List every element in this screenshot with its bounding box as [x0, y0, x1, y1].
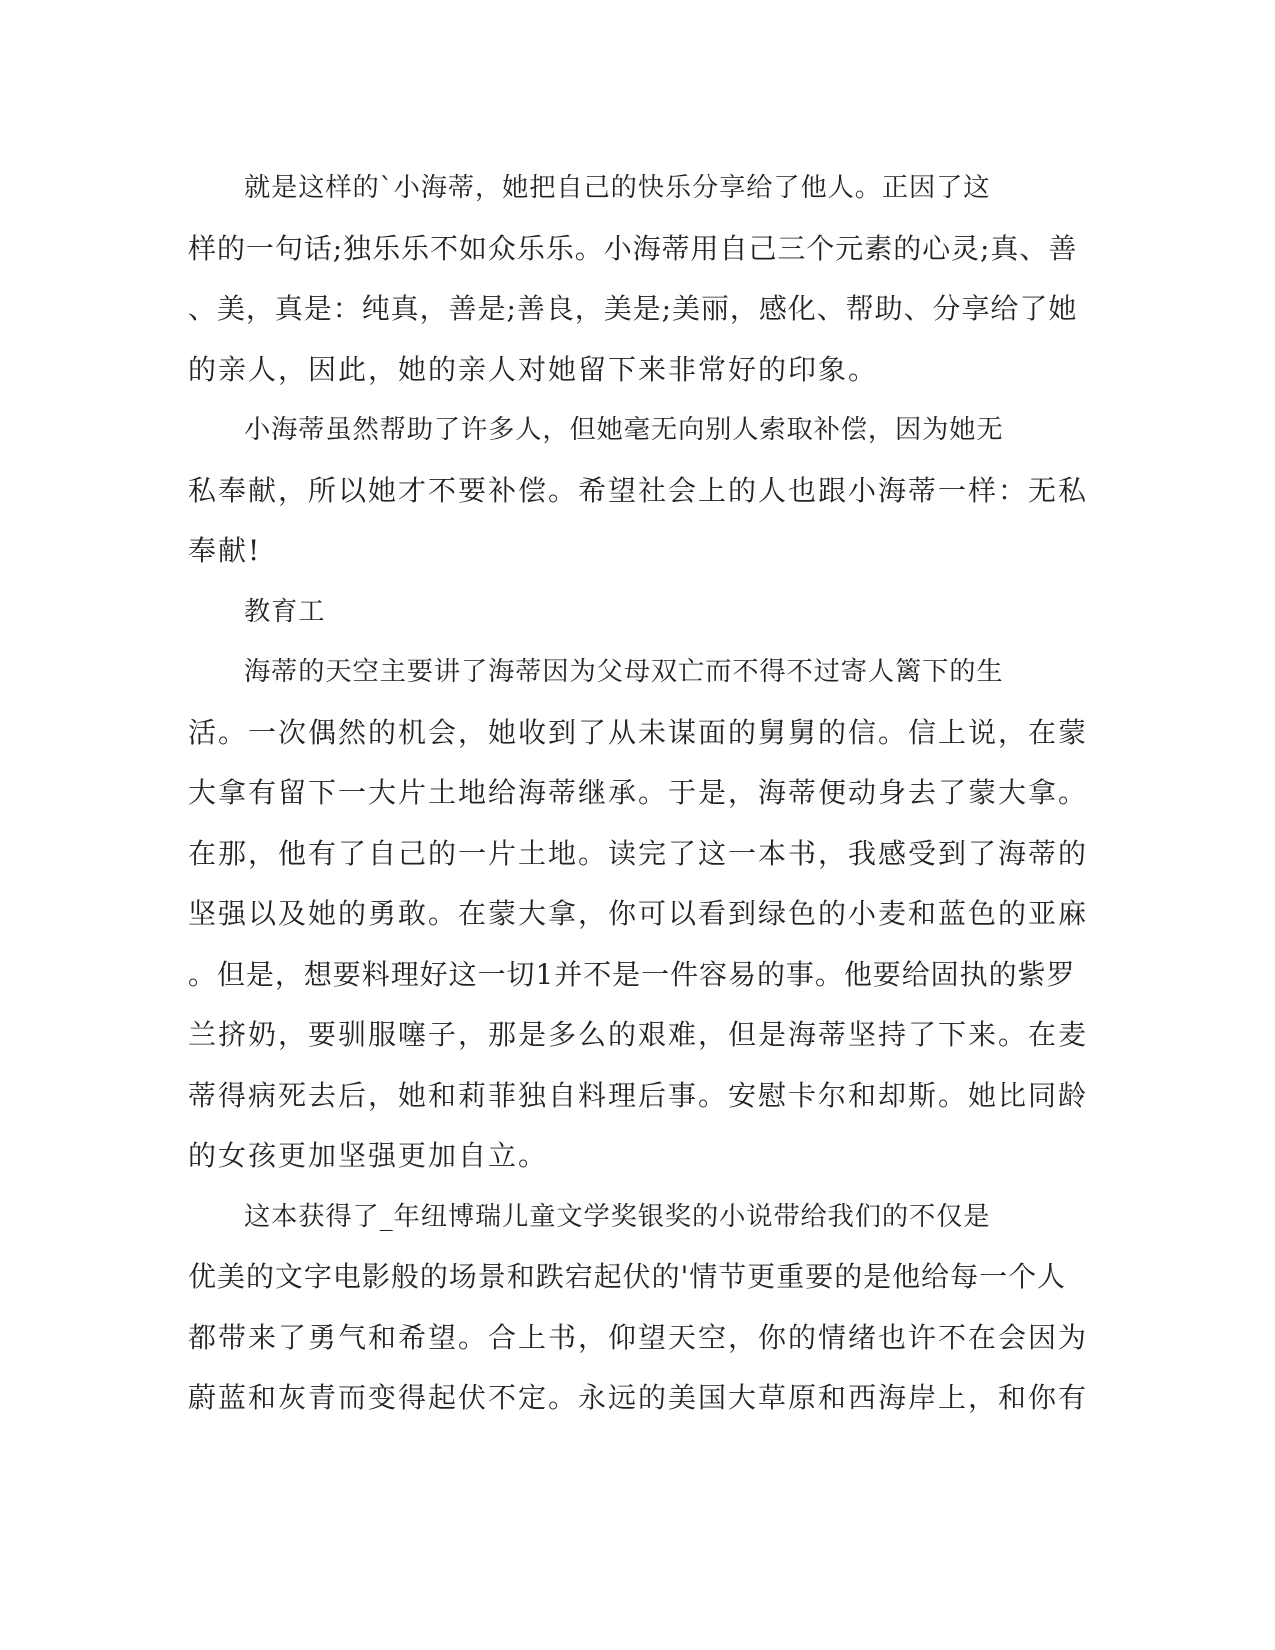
text-line: 这本获得了_年纽博瑞儿童文学奖银奖的小说带给我们的不仅是	[244, 1201, 991, 1232]
text-line: 活。一次偶然的机会，她收到了从未谋面的舅舅的信。信上说，在蒙	[188, 715, 1089, 749]
text-line: 兰挤奶，要驯服噻子，那是多么的艰难，但是海蒂坚持了下来。在麦	[188, 1018, 1089, 1051]
text-line: 大拿有留下一大片土地给海蒂继承。于是，海蒂便动身去了蒙大拿。	[188, 776, 1089, 809]
text-line: 的女孩更加坚强更加自立。	[188, 1139, 549, 1172]
text-line: 蒂得病死去后，她和莉菲独自料理后事。安慰卡尔和却斯。她比同龄	[188, 1078, 1089, 1112]
text-line: 都带来了勇气和希望。合上书，仰望天空，你的情绪也许不在会因为	[188, 1320, 1089, 1354]
text-line: 样的一句话;独乐乐不如众乐乐。小海蒂用自己三个元素的心灵;真、善	[188, 231, 1078, 265]
text-line: 小海蒂虽然帮助了许多人，但她毫无向别人索取补偿，因为她无	[244, 415, 1004, 445]
text-line: 。但是，想要料理好这一切1并不是一件容易的事。他要给固执的紫罗	[188, 957, 1076, 991]
text-line: 就是这样的`小海蒂，她把自己的快乐分享给了他人。正因了这	[244, 173, 991, 203]
paragraph-heading	[188, 582, 1088, 643]
paragraph-1	[188, 158, 1088, 400]
text-line: 海蒂的天空主要讲了海蒂因为父母双亡而不得不过寄人篱下的生	[244, 657, 1004, 687]
text-line: 的亲人，因此，她的亲人对她留下来非常好的印象。	[188, 352, 879, 386]
paragraph-2	[188, 400, 1088, 582]
paragraph-4	[188, 1187, 1088, 1429]
text-line: 奉献!	[188, 534, 262, 567]
text-line: 私奉献，所以她才不要补偿。希望社会上的人也跟小海蒂一样：无私	[188, 473, 1089, 507]
text-line: 优美的文字电影般的场景和跌宕起伏的'情节更重要的是他给每一个人	[188, 1260, 1067, 1293]
document-body	[188, 158, 1088, 1429]
text-line: 教育工	[244, 596, 326, 627]
text-line: 蔚蓝和灰青而变得起伏不定。永远的美国大草原和西海岸上，和你有	[188, 1381, 1089, 1414]
paragraph-3	[188, 642, 1088, 1187]
text-line: 坚强以及她的勇敢。在蒙大拿，你可以看到绿色的小麦和蓝色的亚麻	[188, 897, 1089, 930]
text-line: 在那，他有了自己的一片土地。读完了这一本书，我感受到了海蒂的	[188, 836, 1089, 870]
text-line: 、美，真是：纯真，善是;善良，美是;美丽，感化、帮助、分享给了她	[188, 292, 1078, 325]
